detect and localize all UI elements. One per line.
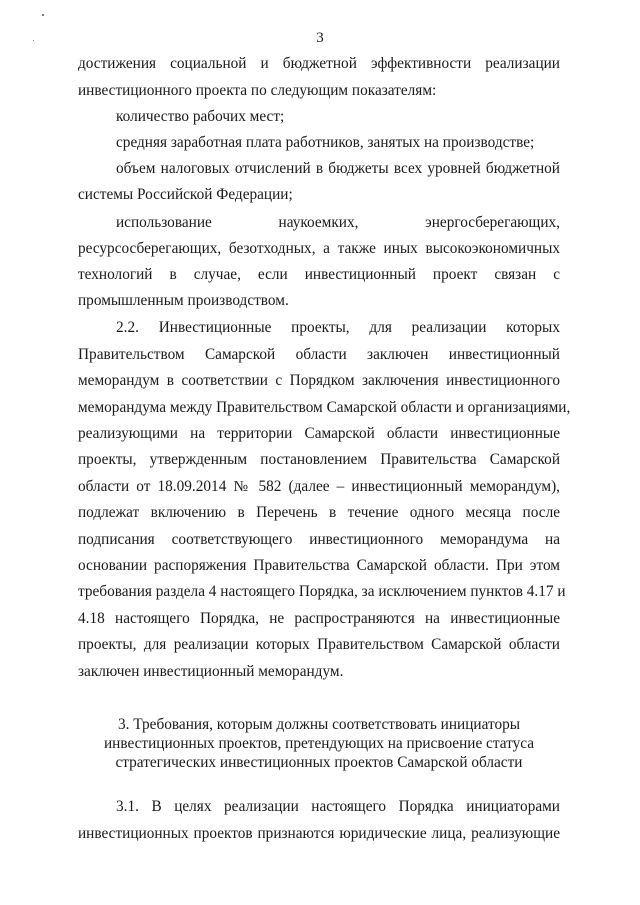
text-line: использование наукоемких, энергосберегающих,: [116, 214, 560, 231]
page-number: 3: [316, 30, 324, 46]
scan-speck: [42, 14, 44, 16]
text-line: средняя заработная плата работников, занятых на производстве;: [116, 134, 535, 151]
text-line: достижения социальной и бюджетной эффективности реализации: [78, 55, 560, 72]
text-line: 4.18 настоящего Порядка, не распространяются на инвестиционные: [78, 610, 560, 627]
text-line: промышленным производством.: [78, 292, 289, 309]
text-line: меморандум в соответствии с Порядком заключения инвестиционного: [78, 372, 560, 389]
section-heading-line: стратегических инвестиционных проектов Самарской области: [115, 754, 523, 771]
text-line: количество рабочих мест;: [116, 108, 285, 125]
text-line: ресурсосберегающих, безотходных, а также иных высокоэкономичных: [78, 240, 560, 257]
text-line: Правительством Самарской области заключен инвестиционный: [78, 346, 560, 363]
text-line: области от 18.09.2014 № 582 (далее – инвестиционный меморандум),: [78, 478, 560, 495]
text-line: проекты, для реализации которых Правительством Самарской области: [78, 636, 560, 653]
section-heading-line: 3. Требования, которым должны соответствовать инициаторы: [117, 716, 521, 733]
text-line: требования раздела 4 настоящего Порядка, за исключением пунктов 4.17 и: [78, 583, 566, 600]
text-line: реализующими на территории Самарской области инвестиционные: [78, 425, 560, 442]
text-line: подлежат включению в Перечень в течение одного месяца после: [78, 504, 560, 521]
text-line: заключен инвестиционный меморандум.: [78, 663, 344, 680]
section-heading-line: инвестиционных проектов, претендующих на присвоение статуса: [103, 735, 535, 752]
text-line: основании распоряжения Правительства Самарской области. При этом: [78, 557, 560, 574]
text-line: системы Российской Федерации;: [78, 186, 293, 203]
text-line: инвестиционного проекта по следующим показателям:: [78, 82, 437, 99]
text-line: 3.1. В целях реализации настоящего Порядка инициаторами: [116, 798, 560, 815]
text-line: инвестиционных проектов признаются юридические лица, реализующие: [78, 825, 560, 842]
text-line: подписания соответствующего инвестиционного меморандума на: [78, 531, 560, 548]
text-line: 2.2. Инвестиционные проекты, для реализации которых: [116, 319, 560, 336]
text-line: технологий в случае, если инвестиционный проект связан с: [78, 266, 560, 283]
text-line: меморандума между Правительством Самарской области и организациями,: [78, 399, 571, 416]
text-line: проекты, утвержденным постановлением Правительства Самарской: [78, 451, 560, 468]
text-line: объем налоговых отчислений в бюджеты всех уровней бюджетной: [116, 160, 560, 177]
